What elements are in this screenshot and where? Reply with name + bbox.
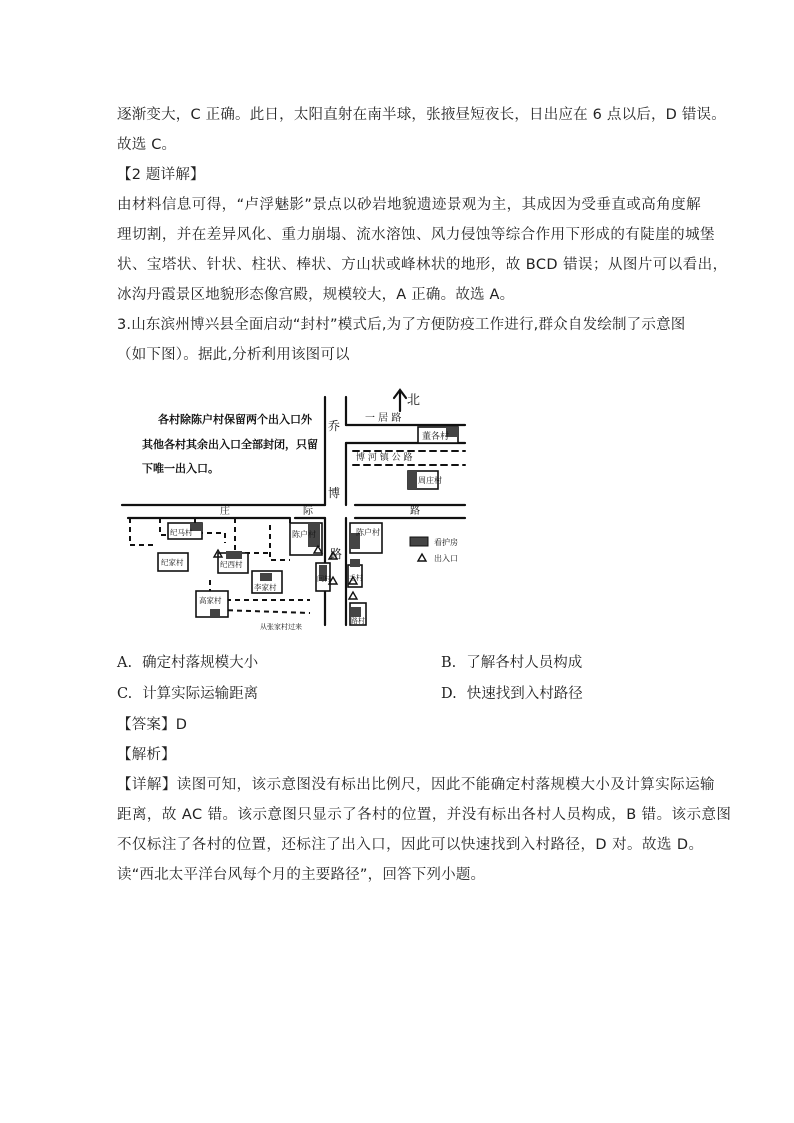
option-d[interactable] xyxy=(441,679,583,710)
village-label: 毛村 xyxy=(349,574,363,582)
legend-label: 出入口 xyxy=(434,554,458,563)
text-line: 故选 C。 xyxy=(117,137,177,153)
text-line: 不仅标注了各村的位置，还标注了出入口，因此可以快速找到入村路径，D 对。故选 D。 xyxy=(117,837,704,853)
option-row xyxy=(117,648,683,679)
village-label: 陈户村 xyxy=(356,528,380,537)
village-label: 李家村 xyxy=(254,583,277,592)
map-note: 其他各村其余出入口全部封闭，只留 xyxy=(142,438,318,451)
road-label: 博 河 镇 公 路 xyxy=(356,453,413,463)
option-row xyxy=(117,679,683,710)
option-text: 确定村落规模大小 xyxy=(142,655,259,671)
village-label: 路村 xyxy=(351,617,365,625)
option-letter: D. xyxy=(441,686,457,702)
option-c[interactable] xyxy=(117,679,258,710)
sketch-map-svg xyxy=(120,385,470,635)
text-line: 【详解】读图可知，该示意图没有标出比例尺，因此不能确定村落规模大小及计算实际运输 xyxy=(117,777,715,793)
road-label: 博 xyxy=(328,486,341,500)
village-sketch-map xyxy=(120,385,470,635)
village-label: 纪家村 xyxy=(161,558,184,567)
road-label: 际 xyxy=(303,506,313,517)
road-label: 庄 xyxy=(220,506,230,517)
option-b[interactable] xyxy=(441,648,582,679)
section-heading: 【解析】 xyxy=(117,747,176,763)
legend-label: 看护房 xyxy=(434,538,458,547)
road-label: 乔 xyxy=(328,419,341,433)
road-label: 一 居 路 xyxy=(365,413,402,424)
text-line: 读“西北太平洋台风每个月的主要路径”，回答下列小题。 xyxy=(117,867,486,883)
option-letter: A. xyxy=(117,655,133,671)
option-a[interactable] xyxy=(117,648,258,679)
village-label: 高家村 xyxy=(199,596,222,605)
village-label: 董各村 xyxy=(422,432,450,442)
question-stem: 3.山东滨州博兴县全面启动“封村”模式后,为了方便防疫工作进行,群众自发绘制了示意图 xyxy=(117,317,686,333)
text-line: 距离，故 AC 错。该示意图只显示了各村的位置，并没有标出各村人员构成，B 错。该示意图 xyxy=(117,807,732,823)
option-letter: C. xyxy=(117,686,133,702)
map-note: 下唯一出入口。 xyxy=(142,462,219,475)
text-line: 由材料信息可得，“卢浮魅影”景点以砂岩地貌遗迹景观为主，其成因为受垂直或高角度解 xyxy=(117,197,702,213)
road-label: 路 xyxy=(330,547,343,561)
text-line: 理切割，并在差异风化、重力崩塌、流水溶蚀、风力侵蚀等综合作用下形成的有陡崖的城堡 xyxy=(117,227,715,243)
village-label: 周庄村 xyxy=(418,476,442,485)
village-label: 纪马村 xyxy=(170,528,193,537)
question-text-top xyxy=(117,100,728,370)
answer-options xyxy=(117,648,683,710)
option-text: 了解各村人员构成 xyxy=(466,655,583,671)
question-stem: （如下图）。据此,分析利用该图可以 xyxy=(117,347,350,363)
answer-explanation xyxy=(117,710,732,890)
text-line: 冰沟丹霞景区地貌形态像宫殿，规模较大，A 正确。故选 A。 xyxy=(117,287,515,303)
path-note: 从张家村过来 xyxy=(260,623,302,631)
village-label: 闫村 xyxy=(317,575,331,583)
text-line: 状、宝塔状、针状、柱状、棒状、方山状或峰林状的地形，故 BCD 错误；从图片可以看出， xyxy=(117,257,728,273)
text-line: 逐渐变大，C 正确。此日，太阳直射在南半球，张掖昼短夜长，日出应在 6 点以后，D 错误。 xyxy=(117,107,726,123)
road-label: 路 xyxy=(410,506,420,517)
village-label: 陈户村 xyxy=(292,530,316,539)
option-text: 快速找到入村路径 xyxy=(466,686,583,702)
option-letter: B. xyxy=(441,655,457,671)
village-label: 纪西村 xyxy=(220,560,243,569)
section-heading: 【2 题详解】 xyxy=(117,167,205,183)
option-text: 计算实际运输距离 xyxy=(142,686,259,702)
north-label: 北 xyxy=(407,393,421,408)
map-note: 各村除陈户村保留两个出入口外 xyxy=(158,413,312,426)
answer-line: 【答案】D xyxy=(117,717,188,733)
